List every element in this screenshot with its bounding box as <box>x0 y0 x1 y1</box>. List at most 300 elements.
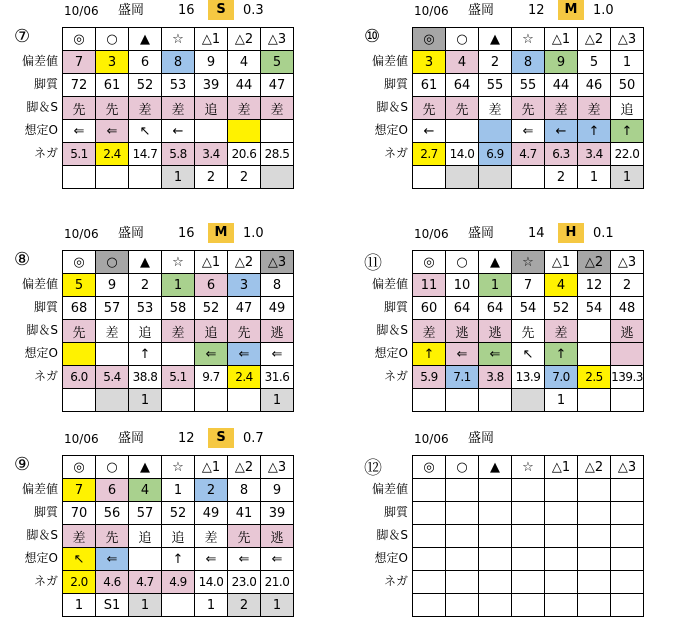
race-grid <box>412 455 644 617</box>
grid-cell <box>545 525 578 548</box>
grid-cell <box>512 571 545 594</box>
row-label: ネガ <box>383 146 408 160</box>
horse-row <box>63 51 294 74</box>
grid-cell: 55 <box>479 74 512 97</box>
grid-cell: 2.0 <box>63 571 96 594</box>
grid-cell: 先 <box>228 320 261 343</box>
grid-cell: ○ <box>96 28 129 51</box>
grid-cell: ← <box>162 120 195 143</box>
grid-cell: S1 <box>96 594 129 617</box>
pace-value: 1.0 <box>243 226 264 241</box>
race-header <box>0 428 320 450</box>
race-venue: 盛岡 <box>118 431 145 446</box>
grid-cell: 差 <box>195 525 228 548</box>
grid-cell: 60 <box>413 297 446 320</box>
header-row <box>413 456 644 479</box>
race-grid <box>412 250 644 412</box>
grid-cell <box>545 502 578 525</box>
grid-cell: 9 <box>195 51 228 74</box>
grid-cell: △3 <box>611 456 644 479</box>
grid-cell: 49 <box>195 502 228 525</box>
grid-cell <box>545 479 578 502</box>
grid-cell: ▲ <box>479 456 512 479</box>
grid-cell: ↖ <box>512 343 545 366</box>
race-venue: 盛岡 <box>468 3 495 18</box>
header-row <box>63 28 294 51</box>
grid-cell: 9 <box>96 274 129 297</box>
grid-cell <box>578 320 611 343</box>
race-date: 10/06 <box>64 4 99 18</box>
row-label: 脚質 <box>383 505 408 519</box>
grid-cell: 64 <box>446 297 479 320</box>
grid-cell: ↑ <box>162 548 195 571</box>
grid-cell: 22.0 <box>611 143 644 166</box>
style-row <box>413 97 644 120</box>
grid-cell: △2 <box>578 251 611 274</box>
grid-cell <box>479 166 512 189</box>
grid-cell <box>545 594 578 617</box>
pace-badge: H <box>558 223 584 243</box>
row-label: 偏差値 <box>371 54 408 68</box>
grid-cell: ⇐ <box>228 343 261 366</box>
grid-cell: ▲ <box>479 28 512 51</box>
grid-cell <box>413 548 446 571</box>
horse-row <box>413 479 644 502</box>
grid-cell: 1 <box>261 594 294 617</box>
grid-cell <box>611 343 644 366</box>
grid-cell: ⇐ <box>261 343 294 366</box>
horse-row <box>413 274 644 297</box>
grid-cell: 21.0 <box>261 571 294 594</box>
pace-badge: M <box>558 0 584 20</box>
grid-cell: 追 <box>129 320 162 343</box>
pace-value: 0.1 <box>593 226 614 241</box>
row-label: 偏差値 <box>21 54 58 68</box>
deviation-row <box>63 502 294 525</box>
deviation-row <box>413 502 644 525</box>
grid-cell: 2.4 <box>96 143 129 166</box>
grid-cell: 61 <box>413 74 446 97</box>
grid-cell <box>413 479 446 502</box>
grid-cell: 先 <box>512 320 545 343</box>
grid-cell: 70 <box>63 502 96 525</box>
grid-cell: 54 <box>578 297 611 320</box>
row-label: 想定O <box>374 346 408 360</box>
grid-cell: 14.0 <box>195 571 228 594</box>
grid-cell: 47 <box>228 297 261 320</box>
grid-cell <box>129 166 162 189</box>
grid-cell <box>195 389 228 412</box>
row-labels <box>350 273 412 388</box>
style-row <box>63 525 294 548</box>
row-label: 偏差値 <box>21 277 58 291</box>
grid-cell <box>578 343 611 366</box>
style-row <box>63 97 294 120</box>
grid-cell: 52 <box>545 297 578 320</box>
grid-cell: ☆ <box>512 251 545 274</box>
grid-cell: 9 <box>545 51 578 74</box>
grid-cell <box>611 548 644 571</box>
grid-cell: ↑ <box>578 120 611 143</box>
grid-cell: 7.1 <box>446 366 479 389</box>
grid-cell <box>195 120 228 143</box>
deviation-row <box>413 74 644 97</box>
grid-cell: 44 <box>545 74 578 97</box>
grid-cell <box>611 502 644 525</box>
grid-cell: 4.7 <box>129 571 162 594</box>
grid-cell: ☆ <box>162 28 195 51</box>
grid-cell: 追 <box>162 525 195 548</box>
grid-cell: △2 <box>228 456 261 479</box>
grid-cell: 14.7 <box>129 143 162 166</box>
grid-cell: 52 <box>129 74 162 97</box>
grid-cell: ⇐ <box>96 548 129 571</box>
horse-row <box>63 479 294 502</box>
nega-row <box>413 594 644 617</box>
grid-cell: 2.7 <box>413 143 446 166</box>
pace-value: 1.0 <box>593 3 614 18</box>
grid-cell <box>162 594 195 617</box>
grid-cell: 7 <box>512 274 545 297</box>
grid-cell: 23.0 <box>228 571 261 594</box>
grid-cell <box>446 120 479 143</box>
grid-cell: 1 <box>611 51 644 74</box>
row-label: ネガ <box>33 369 58 383</box>
grid-cell: 3 <box>413 51 446 74</box>
race-number: ⑫ <box>364 458 382 479</box>
pace-value: 0.7 <box>243 431 264 446</box>
grid-cell <box>228 120 261 143</box>
grid-cell: 2 <box>195 479 228 502</box>
grid-cell: 8 <box>162 51 195 74</box>
grid-cell: 50 <box>611 74 644 97</box>
grid-cell: 7 <box>63 479 96 502</box>
grid-cell <box>446 548 479 571</box>
grid-cell <box>479 571 512 594</box>
grid-cell <box>578 548 611 571</box>
grid-cell: 1 <box>162 479 195 502</box>
grid-cell: 56 <box>96 502 129 525</box>
grid-cell: 48 <box>611 297 644 320</box>
leg-row <box>413 548 644 571</box>
grid-cell: 61 <box>96 74 129 97</box>
row-label: 脚＆S <box>376 323 408 337</box>
grid-cell: 逃 <box>479 320 512 343</box>
grid-cell: ⇐ <box>96 120 129 143</box>
grid-cell: 46 <box>578 74 611 97</box>
race-date: 10/06 <box>64 227 99 241</box>
grid-cell: 逃 <box>261 320 294 343</box>
row-label: 脚質 <box>33 505 58 519</box>
grid-cell: 4 <box>129 479 162 502</box>
grid-cell <box>162 389 195 412</box>
row-label: 想定O <box>24 346 58 360</box>
grid-cell: 差 <box>545 97 578 120</box>
header-row <box>413 28 644 51</box>
grid-cell: ◎ <box>413 251 446 274</box>
race-number: ⑧ <box>14 249 31 270</box>
grid-cell: 先 <box>63 97 96 120</box>
grid-cell <box>512 594 545 617</box>
grid-cell: ◎ <box>413 28 446 51</box>
grid-cell <box>512 525 545 548</box>
row-label: 脚＆S <box>26 323 58 337</box>
grid-cell: 1 <box>545 389 578 412</box>
grid-cell: 追 <box>129 525 162 548</box>
grid-cell: 差 <box>413 320 446 343</box>
grid-cell: 44 <box>228 74 261 97</box>
race-venue: 盛岡 <box>468 431 495 446</box>
grid-cell: 差 <box>578 97 611 120</box>
leg-row <box>413 120 644 143</box>
grid-cell: 2 <box>228 166 261 189</box>
grid-cell: △1 <box>195 456 228 479</box>
grid-cell: △2 <box>578 456 611 479</box>
row-labels <box>0 478 62 593</box>
grid-cell: 2 <box>195 166 228 189</box>
grid-cell: 差 <box>479 97 512 120</box>
grid-cell: ↑ <box>611 120 644 143</box>
row-labels <box>0 273 62 388</box>
grid-cell: △3 <box>261 456 294 479</box>
grid-cell <box>261 120 294 143</box>
grid-cell: 差 <box>162 97 195 120</box>
grid-cell: △1 <box>545 456 578 479</box>
grid-cell: ↑ <box>545 343 578 366</box>
odds-row <box>413 571 644 594</box>
grid-cell: 39 <box>261 502 294 525</box>
grid-cell: △1 <box>195 28 228 51</box>
grid-cell: ⇐ <box>446 343 479 366</box>
grid-cell: 5 <box>578 51 611 74</box>
grid-cell <box>512 389 545 412</box>
grid-cell: 1 <box>479 274 512 297</box>
grid-cell: 53 <box>162 74 195 97</box>
odds-row <box>413 143 644 166</box>
grid-cell <box>512 479 545 502</box>
grid-cell <box>479 120 512 143</box>
deviation-row <box>63 74 294 97</box>
grid-cell <box>96 389 129 412</box>
grid-cell <box>545 548 578 571</box>
row-label: ネガ <box>33 574 58 588</box>
odds-row <box>413 366 644 389</box>
race-panel-12 <box>350 428 670 628</box>
grid-cell <box>446 594 479 617</box>
grid-cell <box>63 389 96 412</box>
grid-cell: ○ <box>96 251 129 274</box>
grid-cell <box>578 389 611 412</box>
grid-cell <box>446 571 479 594</box>
nega-row <box>63 166 294 189</box>
race-header <box>350 223 670 245</box>
grid-cell: ⇐ <box>195 343 228 366</box>
grid-cell <box>578 479 611 502</box>
grid-cell: 差 <box>162 320 195 343</box>
row-labels <box>0 50 62 165</box>
odds-row <box>63 571 294 594</box>
grid-cell: △3 <box>261 251 294 274</box>
race-venue: 盛岡 <box>118 226 145 241</box>
grid-cell: 20.6 <box>228 143 261 166</box>
grid-cell: ⇐ <box>479 343 512 366</box>
odds-row <box>63 143 294 166</box>
grid-cell: 先 <box>96 97 129 120</box>
row-label: 想定O <box>374 551 408 565</box>
row-label: 脚＆S <box>26 100 58 114</box>
grid-cell: 31.6 <box>261 366 294 389</box>
grid-cell: 差 <box>96 320 129 343</box>
row-label: 想定O <box>24 123 58 137</box>
grid-cell: 先 <box>413 97 446 120</box>
grid-cell <box>578 571 611 594</box>
row-label: 想定O <box>24 551 58 565</box>
grid-cell <box>545 571 578 594</box>
grid-cell <box>413 166 446 189</box>
leg-row <box>63 120 294 143</box>
grid-cell: 8 <box>228 479 261 502</box>
grid-cell: 4.7 <box>512 143 545 166</box>
grid-cell: 2 <box>611 274 644 297</box>
row-label: 脚質 <box>383 300 408 314</box>
grid-cell: ⇐ <box>63 120 96 143</box>
grid-cell <box>479 502 512 525</box>
grid-cell: 先 <box>228 525 261 548</box>
row-label: 脚質 <box>33 300 58 314</box>
grid-cell: 55 <box>512 74 545 97</box>
grid-cell: 72 <box>63 74 96 97</box>
grid-cell: 1 <box>162 274 195 297</box>
pace-badge: M <box>208 223 234 243</box>
grid-cell: 5.4 <box>96 366 129 389</box>
grid-cell: 1 <box>578 166 611 189</box>
grid-cell: ⇐ <box>195 548 228 571</box>
grid-cell: ○ <box>446 251 479 274</box>
pace-value: 0.3 <box>243 3 264 18</box>
grid-cell <box>162 343 195 366</box>
grid-cell: 4.9 <box>162 571 195 594</box>
grid-cell: 52 <box>162 502 195 525</box>
race-date: 10/06 <box>414 432 449 446</box>
grid-cell <box>611 389 644 412</box>
grid-cell: ↖ <box>63 548 96 571</box>
grid-cell: △3 <box>261 28 294 51</box>
grid-cell: 53 <box>129 297 162 320</box>
grid-cell <box>611 594 644 617</box>
grid-cell: 先 <box>446 97 479 120</box>
grid-cell: 1 <box>162 166 195 189</box>
grid-cell: ⇐ <box>512 120 545 143</box>
grid-cell: ◎ <box>63 28 96 51</box>
grid-cell: 差 <box>261 97 294 120</box>
runner-count: 16 <box>178 3 195 18</box>
race-panel-8 <box>0 223 320 423</box>
grid-cell: ▲ <box>129 251 162 274</box>
odds-row <box>63 366 294 389</box>
row-label: 脚＆S <box>376 528 408 542</box>
grid-cell: 3.4 <box>195 143 228 166</box>
grid-cell <box>446 479 479 502</box>
grid-cell: ← <box>545 120 578 143</box>
grid-cell: 先 <box>63 320 96 343</box>
race-panel-7 <box>0 0 320 200</box>
grid-cell: 41 <box>228 502 261 525</box>
race-date: 10/06 <box>414 227 449 241</box>
grid-cell: 1 <box>63 594 96 617</box>
grid-cell <box>446 502 479 525</box>
grid-cell <box>96 343 129 366</box>
grid-cell: △2 <box>228 251 261 274</box>
row-label: 脚質 <box>383 77 408 91</box>
grid-cell: 1 <box>129 389 162 412</box>
grid-cell: 57 <box>96 297 129 320</box>
grid-cell: △1 <box>545 251 578 274</box>
grid-cell: 57 <box>129 502 162 525</box>
grid-cell: 9.7 <box>195 366 228 389</box>
grid-cell: 2.4 <box>228 366 261 389</box>
grid-cell: 11 <box>413 274 446 297</box>
grid-cell: △1 <box>545 28 578 51</box>
horse-row <box>63 274 294 297</box>
grid-cell: 7 <box>63 51 96 74</box>
grid-cell: ◎ <box>63 456 96 479</box>
grid-cell: ○ <box>446 456 479 479</box>
horse-row <box>413 51 644 74</box>
row-label: ネガ <box>33 146 58 160</box>
grid-cell: ⇐ <box>261 548 294 571</box>
grid-cell: ← <box>413 120 446 143</box>
grid-cell: 5.9 <box>413 366 446 389</box>
grid-cell <box>63 343 96 366</box>
grid-cell: 5.1 <box>63 143 96 166</box>
grid-cell <box>479 389 512 412</box>
grid-cell: ○ <box>96 456 129 479</box>
grid-cell: 5 <box>63 274 96 297</box>
grid-cell: 追 <box>611 97 644 120</box>
race-venue: 盛岡 <box>468 226 495 241</box>
grid-cell <box>479 548 512 571</box>
grid-cell: ▲ <box>129 456 162 479</box>
grid-cell <box>578 525 611 548</box>
header-row <box>63 456 294 479</box>
race-date: 10/06 <box>414 4 449 18</box>
grid-cell: 3 <box>96 51 129 74</box>
style-row <box>413 320 644 343</box>
grid-cell: ☆ <box>162 251 195 274</box>
grid-cell: 4.6 <box>96 571 129 594</box>
nega-row <box>63 389 294 412</box>
grid-cell: ↑ <box>129 343 162 366</box>
grid-cell: 2 <box>545 166 578 189</box>
grid-cell <box>479 525 512 548</box>
grid-cell: 追 <box>195 97 228 120</box>
row-label: 偏差値 <box>371 277 408 291</box>
grid-cell: 9 <box>261 479 294 502</box>
grid-cell: 2 <box>228 594 261 617</box>
pace-badge: S <box>208 0 234 20</box>
grid-cell <box>446 389 479 412</box>
race-header <box>0 0 320 22</box>
grid-cell <box>479 594 512 617</box>
header-row <box>413 251 644 274</box>
grid-cell <box>479 479 512 502</box>
grid-cell <box>413 594 446 617</box>
grid-cell: 2.5 <box>578 366 611 389</box>
grid-cell: 3.8 <box>479 366 512 389</box>
row-labels <box>350 50 412 165</box>
grid-cell: 5.1 <box>162 366 195 389</box>
grid-cell: ↖ <box>129 120 162 143</box>
